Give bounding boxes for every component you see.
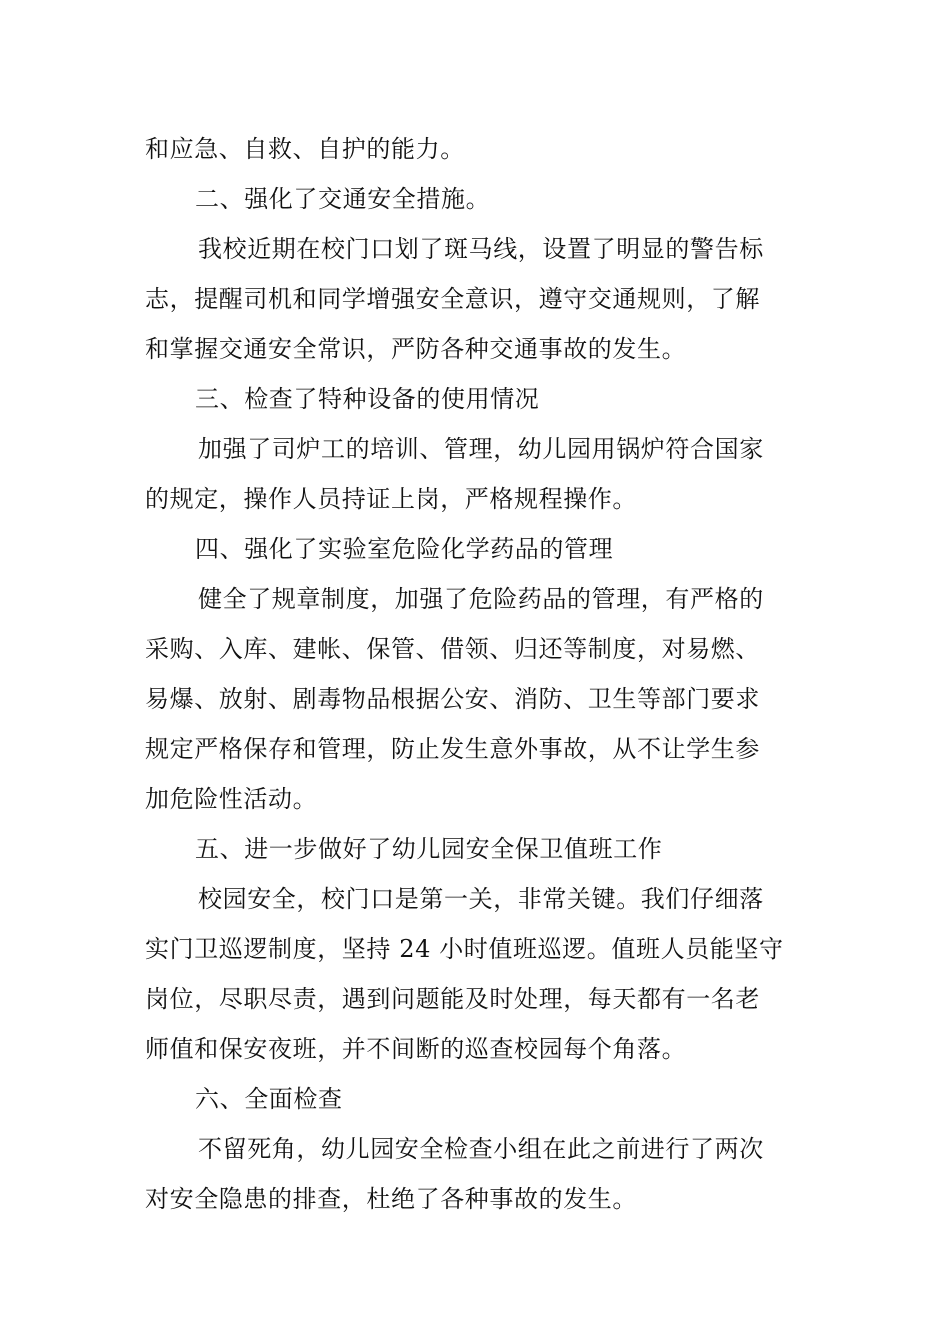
text-line: 岗位，尽职尽责，遇到问题能及时处理，每天都有一名老 (145, 985, 760, 1013)
text-line: 规定严格保存和管理，防止发生意外事故，从不让学生参 (145, 735, 760, 763)
paragraph-first-line: 不留死角，幼儿园安全检查小组在此之前进行了两次 (198, 1135, 764, 1163)
text-line: 和应急、自救、自护的能力。 (145, 135, 465, 163)
paragraph-first-line: 健全了规章制度，加强了危险药品的管理，有严格的 (198, 585, 764, 613)
paragraph-first-line: 加强了司炉工的培训、管理，幼儿园用锅炉符合国家 (198, 435, 764, 463)
section-heading: 四、强化了实验室危险化学药品的管理 (195, 535, 614, 563)
text-line: 易爆、放射、剧毒物品根据公安、消防、卫生等部门要求 (145, 685, 760, 713)
section-heading: 三、检查了特种设备的使用情况 (195, 385, 540, 413)
text-line: 师值和保安夜班，并不间断的巡查校园每个角落。 (145, 1035, 687, 1063)
section-heading: 二、强化了交通安全措施。 (195, 185, 491, 213)
text-line: 的规定，操作人员持证上岗，严格规程操作。 (145, 485, 637, 513)
text-line: 和掌握交通安全常识，严防各种交通事故的发生。 (145, 335, 687, 363)
paragraph-first-line: 校园安全，校门口是第一关，非常关键。我们仔细落 (198, 885, 764, 913)
text-line: 采购、入库、建帐、保管、借领、归还等制度，对易燃、 (145, 635, 760, 663)
paragraph-first-line: 我校近期在校门口划了斑马线，设置了明显的警告标 (198, 235, 764, 263)
text-line: 实门卫巡逻制度，坚持 24 小时值班巡逻。值班人员能坚守 (145, 935, 784, 963)
text-line: 对安全隐患的排查，杜绝了各种事故的发生。 (145, 1185, 637, 1213)
text-line: 加危险性活动。 (145, 785, 318, 813)
section-heading: 六、全面检查 (195, 1085, 343, 1113)
text-line: 志，提醒司机和同学增强安全意识，遵守交通规则，了解 (145, 285, 760, 313)
section-heading: 五、进一步做好了幼儿园安全保卫值班工作 (195, 835, 663, 863)
